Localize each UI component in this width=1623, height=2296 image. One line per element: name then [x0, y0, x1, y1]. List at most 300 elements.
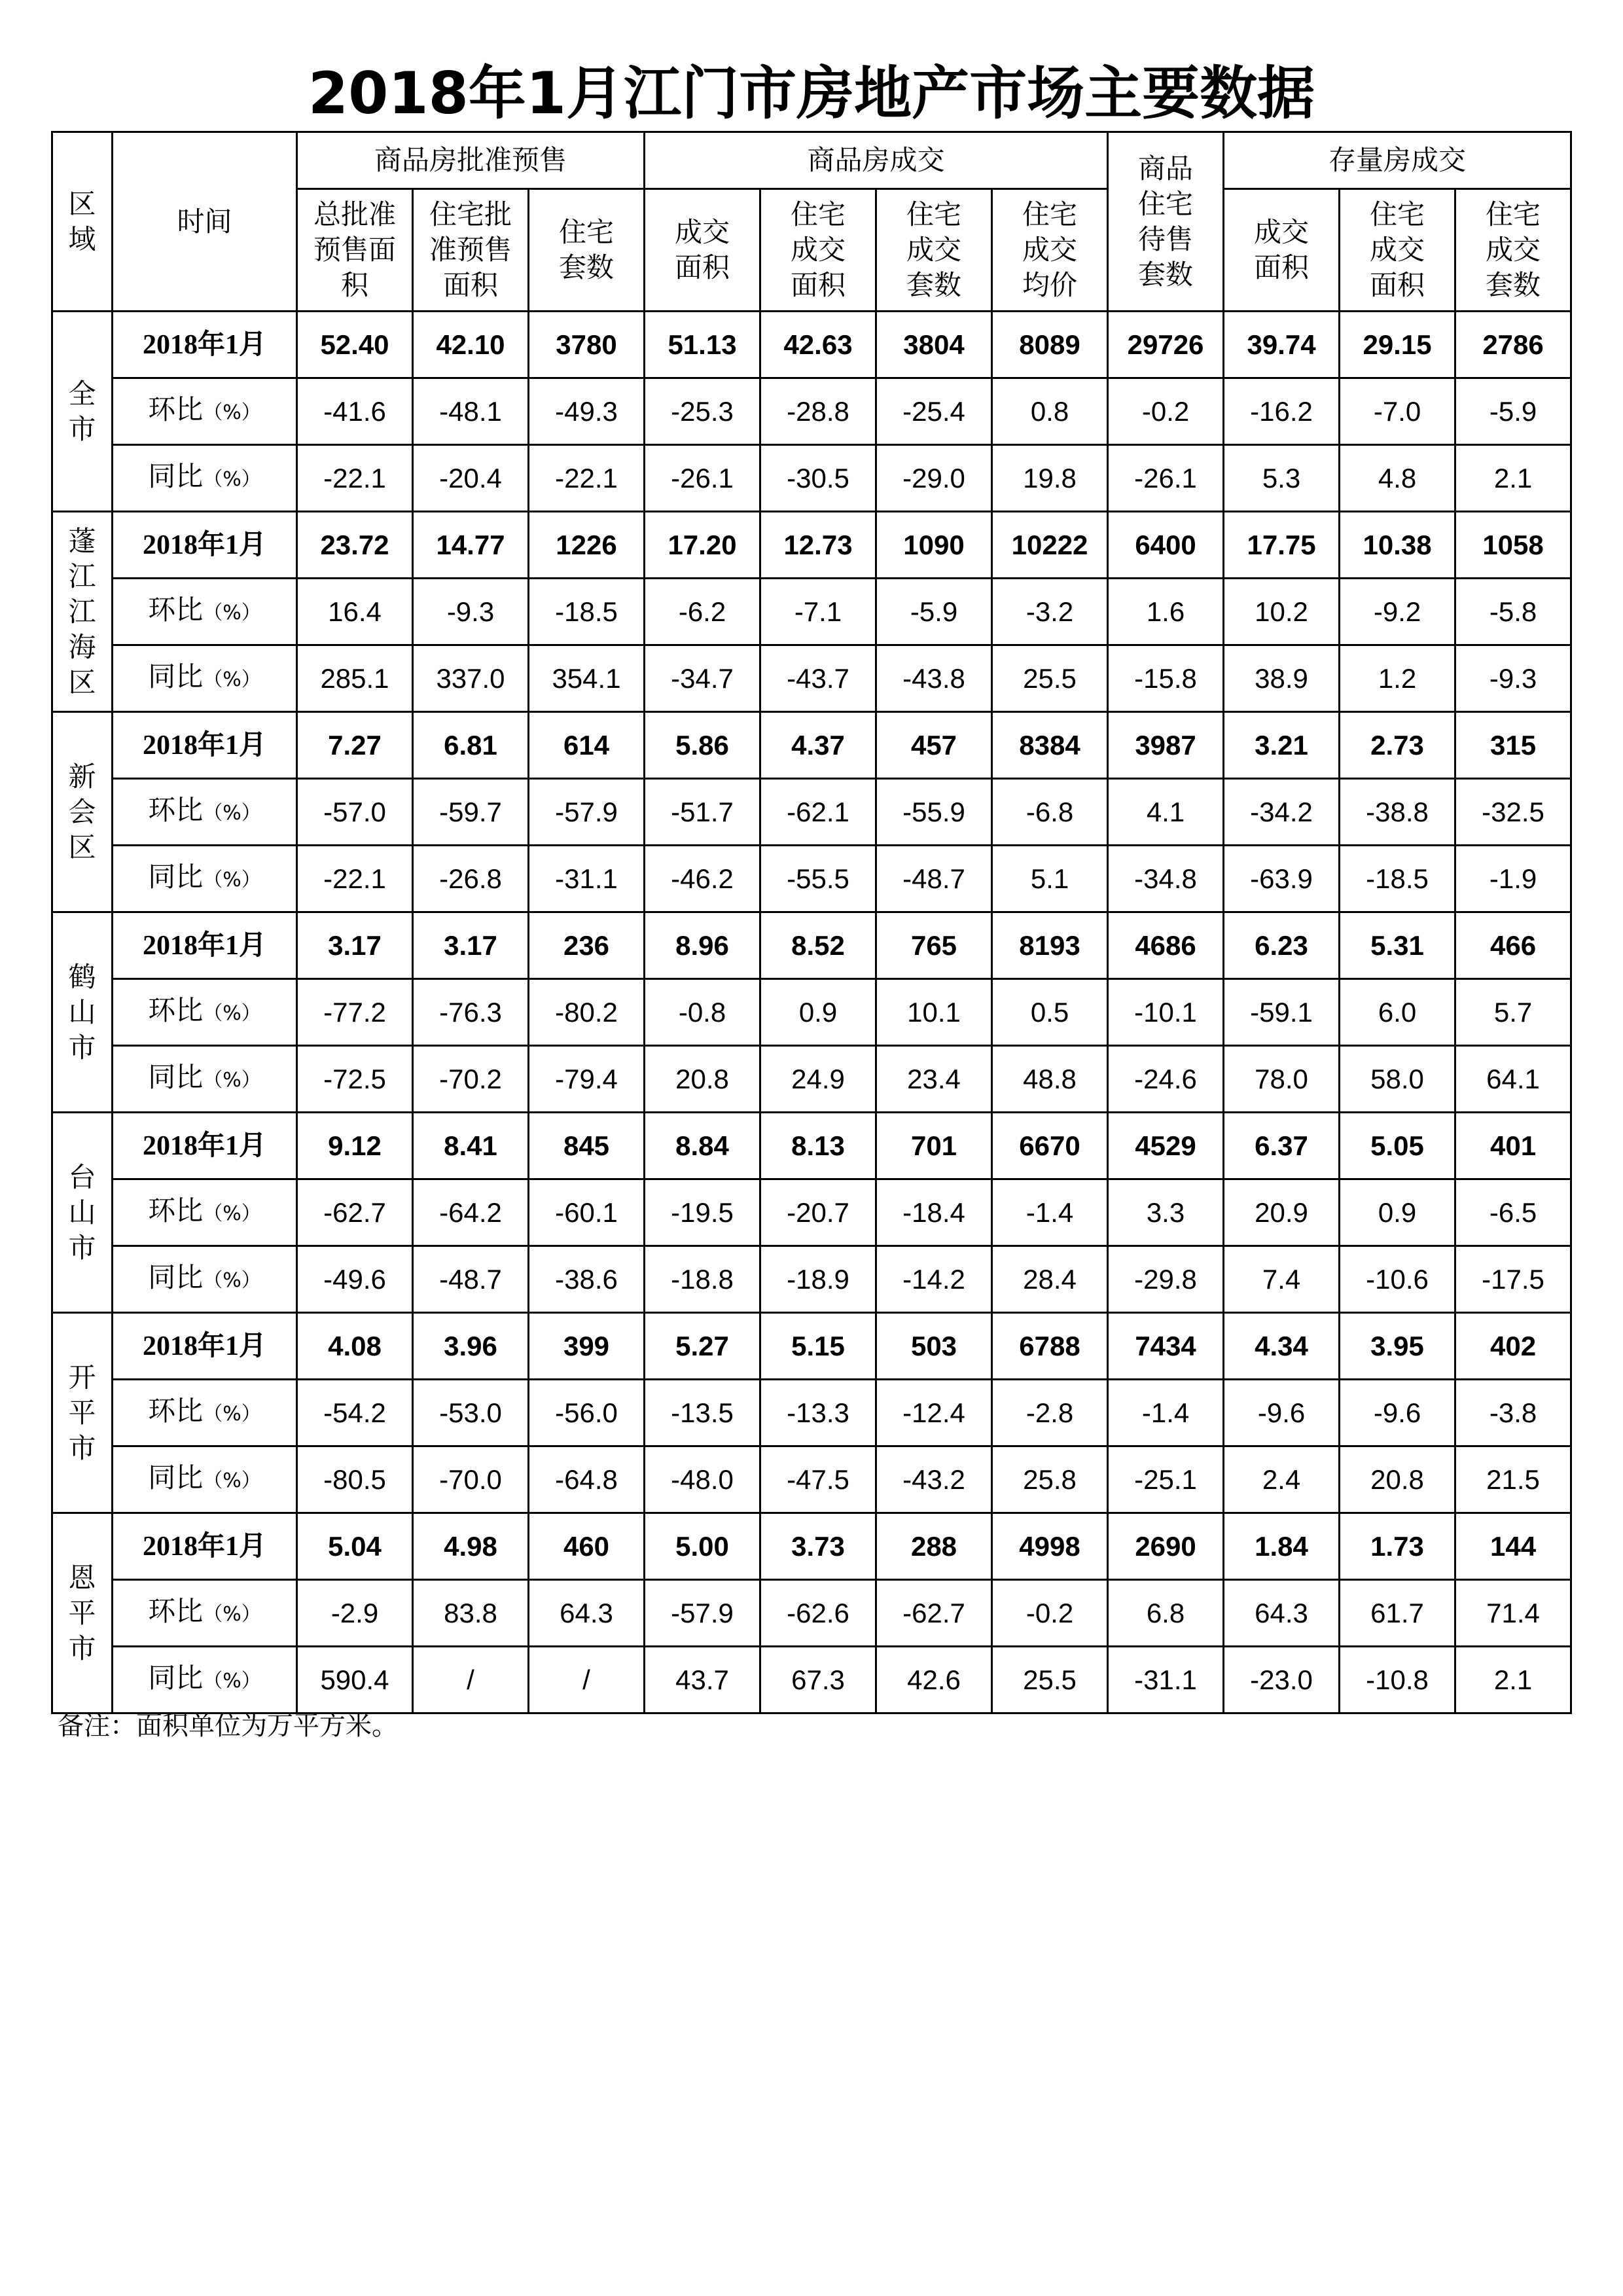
table-cell: 6.0	[1340, 979, 1455, 1046]
table-cell: -3.8	[1455, 1380, 1571, 1446]
table-cell: -62.7	[297, 1179, 413, 1246]
header-group-presale: 商品房批准预售	[297, 132, 645, 189]
table-cell: -5.9	[1455, 378, 1571, 445]
table-cell: 8.84	[645, 1113, 760, 1179]
table-cell: 701	[876, 1113, 992, 1179]
table-cell: 5.1	[992, 846, 1108, 912]
table-cell: -46.2	[645, 846, 760, 912]
table-cell: -38.6	[529, 1246, 645, 1313]
table-cell: -64.2	[413, 1179, 529, 1246]
table-cell: 2786	[1455, 312, 1571, 378]
table-cell: -3.2	[992, 579, 1108, 645]
table-cell: -1.4	[992, 1179, 1108, 1246]
table-cell: -18.5	[529, 579, 645, 645]
table-row	[52, 1513, 1571, 1580]
header-stock-res-area: 住宅成交面积	[1340, 189, 1455, 312]
table-cell: 9.12	[297, 1113, 413, 1179]
table-cell: -7.1	[760, 579, 876, 645]
table-cell: -30.5	[760, 445, 876, 512]
table-cell: -49.6	[297, 1246, 413, 1313]
table-cell: 8.13	[760, 1113, 876, 1179]
table-row	[52, 779, 1571, 846]
table-cell: -55.9	[876, 779, 992, 846]
table-cell: 16.4	[297, 579, 413, 645]
table-cell: -48.1	[413, 378, 529, 445]
table-cell: 61.7	[1340, 1580, 1455, 1647]
table-cell: 12.73	[760, 512, 876, 579]
row-label-month: 2018年1月	[113, 312, 297, 378]
table-cell: 5.05	[1340, 1113, 1455, 1179]
table-cell: 20.9	[1224, 1179, 1340, 1246]
table-cell: /	[413, 1647, 529, 1713]
table-cell: 5.7	[1455, 979, 1571, 1046]
table-cell: 5.31	[1340, 912, 1455, 979]
table-cell: 590.4	[297, 1647, 413, 1713]
table-cell: 43.7	[645, 1647, 760, 1713]
table-row	[52, 579, 1571, 645]
region-name: 新会区	[52, 712, 113, 912]
table-cell: 17.75	[1224, 512, 1340, 579]
table-cell: 4.37	[760, 712, 876, 779]
row-label-yoy: 同比（%）	[113, 1046, 297, 1113]
table-cell: -43.8	[876, 645, 992, 712]
table-cell: 8193	[992, 912, 1108, 979]
region-name: 全市	[52, 312, 113, 512]
table-cell: -12.4	[876, 1380, 992, 1446]
table-cell: -20.4	[413, 445, 529, 512]
table-cell: 21.5	[1455, 1446, 1571, 1513]
table-cell: -62.1	[760, 779, 876, 846]
table-cell: -79.4	[529, 1046, 645, 1113]
row-label-mom: 环比（%）	[113, 1179, 297, 1246]
table-cell: 399	[529, 1313, 645, 1380]
table-cell: -0.8	[645, 979, 760, 1046]
table-cell: -13.3	[760, 1380, 876, 1446]
table-cell: 288	[876, 1513, 992, 1580]
table-cell: 2690	[1108, 1513, 1224, 1580]
table-cell: -0.2	[992, 1580, 1108, 1647]
table-cell: -9.6	[1224, 1380, 1340, 1446]
table-cell: 8.41	[413, 1113, 529, 1179]
table-cell: 4998	[992, 1513, 1108, 1580]
table-cell: -76.3	[413, 979, 529, 1046]
table-cell: -59.1	[1224, 979, 1340, 1046]
row-label-month: 2018年1月	[113, 512, 297, 579]
table-cell: 3780	[529, 312, 645, 378]
table-cell: 2.1	[1455, 445, 1571, 512]
header-region: 区域	[52, 132, 113, 312]
table-cell: -10.1	[1108, 979, 1224, 1046]
table-row	[52, 712, 1571, 779]
table-cell: 5.27	[645, 1313, 760, 1380]
table-cell: 1.2	[1340, 645, 1455, 712]
table-cell: -48.7	[413, 1246, 529, 1313]
table-cell: -32.5	[1455, 779, 1571, 846]
table-cell: -2.9	[297, 1580, 413, 1647]
row-label-month: 2018年1月	[113, 1513, 297, 1580]
table-cell: 10.2	[1224, 579, 1340, 645]
table-cell: 52.40	[297, 312, 413, 378]
table-cell: 460	[529, 1513, 645, 1580]
table-cell: 5.15	[760, 1313, 876, 1380]
table-cell: -57.0	[297, 779, 413, 846]
table-cell: 42.6	[876, 1647, 992, 1713]
table-cell: 6670	[992, 1113, 1108, 1179]
table-cell: 64.3	[1224, 1580, 1340, 1647]
data-table	[51, 131, 1572, 1714]
table-cell: -64.8	[529, 1446, 645, 1513]
table-cell: -28.8	[760, 378, 876, 445]
table-cell: 71.4	[1455, 1580, 1571, 1647]
table-cell: 765	[876, 912, 992, 979]
table-cell: 8384	[992, 712, 1108, 779]
table-cell: -19.5	[645, 1179, 760, 1246]
header-group-trade: 商品房成交	[645, 132, 1108, 189]
table-cell: -49.3	[529, 378, 645, 445]
table-cell: -34.7	[645, 645, 760, 712]
table-cell: -17.5	[1455, 1246, 1571, 1313]
table-cell: -48.7	[876, 846, 992, 912]
table-cell: 401	[1455, 1113, 1571, 1179]
row-label-mom: 环比（%）	[113, 1580, 297, 1647]
table-cell: -70.2	[413, 1046, 529, 1113]
table-row	[52, 1313, 1571, 1380]
table-cell: -22.1	[297, 445, 413, 512]
table-cell: -10.6	[1340, 1246, 1455, 1313]
table-row	[52, 1179, 1571, 1246]
header-trade-area: 成交面积	[645, 189, 760, 312]
table-cell: 19.8	[992, 445, 1108, 512]
table-cell: 614	[529, 712, 645, 779]
table-cell: 337.0	[413, 645, 529, 712]
table-cell: -60.1	[529, 1179, 645, 1246]
table-cell: 1.6	[1108, 579, 1224, 645]
table-cell: 3.95	[1340, 1313, 1455, 1380]
table-cell: -5.8	[1455, 579, 1571, 645]
table-cell: -22.1	[297, 846, 413, 912]
table-cell: 1.84	[1224, 1513, 1340, 1580]
row-label-yoy: 同比（%）	[113, 1446, 297, 1513]
table-cell: 3.17	[413, 912, 529, 979]
table-cell: 23.4	[876, 1046, 992, 1113]
region-name: 台山市	[52, 1113, 113, 1313]
table-cell: 3.3	[1108, 1179, 1224, 1246]
table-cell: 51.13	[645, 312, 760, 378]
table-cell: -18.8	[645, 1246, 760, 1313]
table-cell: -62.6	[760, 1580, 876, 1647]
table-cell: 78.0	[1224, 1046, 1340, 1113]
table-cell: -57.9	[529, 779, 645, 846]
table-row	[52, 445, 1571, 512]
table-cell: 6.37	[1224, 1113, 1340, 1179]
table-cell: 25.8	[992, 1446, 1108, 1513]
row-label-yoy: 同比（%）	[113, 445, 297, 512]
table-row	[52, 1647, 1571, 1713]
table-cell: 8089	[992, 312, 1108, 378]
page-title: 2018年1月江门市房地产市场主要数据	[308, 60, 1315, 127]
table-cell: 315	[1455, 712, 1571, 779]
table-cell: -15.8	[1108, 645, 1224, 712]
table-cell: 4.8	[1340, 445, 1455, 512]
table-cell: 58.0	[1340, 1046, 1455, 1113]
table-cell: -80.5	[297, 1446, 413, 1513]
table-cell: 7434	[1108, 1313, 1224, 1380]
table-row	[52, 912, 1571, 979]
table-row	[52, 512, 1571, 579]
table-cell: 20.8	[1340, 1446, 1455, 1513]
table-cell: -62.7	[876, 1580, 992, 1647]
header-presale-res-units: 住宅套数	[529, 189, 645, 312]
table-row	[52, 378, 1571, 445]
table-cell: -43.7	[760, 645, 876, 712]
table-cell: 29726	[1108, 312, 1224, 378]
table-cell: 5.3	[1224, 445, 1340, 512]
table-cell: -6.5	[1455, 1179, 1571, 1246]
table-cell: -26.8	[413, 846, 529, 912]
table-row	[52, 1046, 1571, 1113]
table-cell: -9.6	[1340, 1380, 1455, 1446]
table-cell: 5.04	[297, 1513, 413, 1580]
row-label-mom: 环比（%）	[113, 979, 297, 1046]
table-cell: -59.7	[413, 779, 529, 846]
table-cell: 503	[876, 1313, 992, 1380]
footnote: 备注：面积单位为万平方米。	[58, 1711, 398, 1741]
row-label-mom: 环比（%）	[113, 1380, 297, 1446]
table-cell: -6.2	[645, 579, 760, 645]
row-label-yoy: 同比（%）	[113, 1246, 297, 1313]
table-cell: -1.9	[1455, 846, 1571, 912]
table-cell: 4529	[1108, 1113, 1224, 1179]
table-cell: -29.0	[876, 445, 992, 512]
table-cell: 6.8	[1108, 1580, 1224, 1647]
table-cell: -48.0	[645, 1446, 760, 1513]
table-cell: -53.0	[413, 1380, 529, 1446]
table-row	[52, 645, 1571, 712]
table-cell: -47.5	[760, 1446, 876, 1513]
header-presale-res-area: 住宅批准预售面积	[413, 189, 529, 312]
table-cell: -24.6	[1108, 1046, 1224, 1113]
table-cell: 0.5	[992, 979, 1108, 1046]
table-cell: 2.1	[1455, 1647, 1571, 1713]
table-row	[52, 312, 1571, 378]
table-cell: 28.4	[992, 1246, 1108, 1313]
table-cell: -7.0	[1340, 378, 1455, 445]
table-cell: 4.34	[1224, 1313, 1340, 1380]
table-cell: 1.73	[1340, 1513, 1455, 1580]
table-cell: 285.1	[297, 645, 413, 712]
table-cell: 7.4	[1224, 1246, 1340, 1313]
table-cell: -25.1	[1108, 1446, 1224, 1513]
table-cell: -6.8	[992, 779, 1108, 846]
header-group-stock: 存量房成交	[1224, 132, 1571, 189]
table-cell: /	[529, 1647, 645, 1713]
table-cell: 25.5	[992, 1647, 1108, 1713]
table-cell: -70.0	[413, 1446, 529, 1513]
table-cell: -41.6	[297, 378, 413, 445]
table-cell: 845	[529, 1113, 645, 1179]
table-cell: 6.81	[413, 712, 529, 779]
table-cell: -0.2	[1108, 378, 1224, 445]
table-cell: -31.1	[1108, 1647, 1224, 1713]
table-row	[52, 1246, 1571, 1313]
table-cell: -20.7	[760, 1179, 876, 1246]
table-cell: 1226	[529, 512, 645, 579]
table-cell: -18.9	[760, 1246, 876, 1313]
table-cell: 4.98	[413, 1513, 529, 1580]
table-cell: 0.9	[760, 979, 876, 1046]
table-cell: -29.8	[1108, 1246, 1224, 1313]
region-name: 恩平市	[52, 1513, 113, 1713]
row-label-yoy: 同比（%）	[113, 846, 297, 912]
table-cell: 38.9	[1224, 645, 1340, 712]
table-cell: 10222	[992, 512, 1108, 579]
table-cell: 3.73	[760, 1513, 876, 1580]
row-label-mom: 环比（%）	[113, 579, 297, 645]
table-cell: 466	[1455, 912, 1571, 979]
table-cell: 6788	[992, 1313, 1108, 1380]
table-cell: 14.77	[413, 512, 529, 579]
table-cell: -25.3	[645, 378, 760, 445]
table-cell: 42.63	[760, 312, 876, 378]
table-cell: -18.5	[1340, 846, 1455, 912]
header-row-1	[52, 132, 1571, 189]
table-cell: 2.4	[1224, 1446, 1340, 1513]
table-cell: 6.23	[1224, 912, 1340, 979]
table-row	[52, 1446, 1571, 1513]
table-row	[52, 1113, 1571, 1179]
table-cell: 10.1	[876, 979, 992, 1046]
table-cell: -9.3	[413, 579, 529, 645]
row-label-mom: 环比（%）	[113, 378, 297, 445]
table-cell: -38.8	[1340, 779, 1455, 846]
row-label-month: 2018年1月	[113, 712, 297, 779]
table-cell: 5.86	[645, 712, 760, 779]
row-label-yoy: 同比（%）	[113, 645, 297, 712]
table-cell: -56.0	[529, 1380, 645, 1446]
header-stock-res-units: 住宅成交套数	[1455, 189, 1571, 312]
table-cell: -54.2	[297, 1380, 413, 1446]
table-cell: -13.5	[645, 1380, 760, 1446]
table-cell: -26.1	[645, 445, 760, 512]
header-stock-area: 成交面积	[1224, 189, 1340, 312]
table-cell: 236	[529, 912, 645, 979]
table-cell: 2.73	[1340, 712, 1455, 779]
table-row	[52, 846, 1571, 912]
row-label-mom: 环比（%）	[113, 779, 297, 846]
table-cell: 144	[1455, 1513, 1571, 1580]
table-cell: 1058	[1455, 512, 1571, 579]
table-cell: 10.38	[1340, 512, 1455, 579]
table-cell: -57.9	[645, 1580, 760, 1647]
table-cell: -9.3	[1455, 645, 1571, 712]
region-name: 开平市	[52, 1313, 113, 1513]
table-cell: 3.21	[1224, 712, 1340, 779]
table-cell: -80.2	[529, 979, 645, 1046]
table-cell: 6400	[1108, 512, 1224, 579]
table-cell: -9.2	[1340, 579, 1455, 645]
table-cell: 42.10	[413, 312, 529, 378]
header-time: 时间	[113, 132, 297, 312]
table-cell: 67.3	[760, 1647, 876, 1713]
header-presale-total-area: 总批准预售面积	[297, 189, 413, 312]
table-cell: 0.9	[1340, 1179, 1455, 1246]
table-cell: 23.72	[297, 512, 413, 579]
table-row	[52, 1580, 1571, 1647]
table-cell: -14.2	[876, 1246, 992, 1313]
table-cell: -2.8	[992, 1380, 1108, 1446]
table-cell: 64.1	[1455, 1046, 1571, 1113]
table-cell: -26.1	[1108, 445, 1224, 512]
table-cell: 8.52	[760, 912, 876, 979]
table-cell: 4.08	[297, 1313, 413, 1380]
table-cell: -77.2	[297, 979, 413, 1046]
table-cell: 64.3	[529, 1580, 645, 1647]
table-cell: 7.27	[297, 712, 413, 779]
table-cell: 457	[876, 712, 992, 779]
table-cell: 3.17	[297, 912, 413, 979]
table-cell: -22.1	[529, 445, 645, 512]
table-cell: -51.7	[645, 779, 760, 846]
table-cell: 402	[1455, 1313, 1571, 1380]
region-name: 鹤山市	[52, 912, 113, 1113]
table-cell: -23.0	[1224, 1647, 1340, 1713]
table-cell: 1090	[876, 512, 992, 579]
table-cell: -5.9	[876, 579, 992, 645]
table-cell: -31.1	[529, 846, 645, 912]
table-cell: -1.4	[1108, 1380, 1224, 1446]
header-trade-res-units: 住宅成交套数	[876, 189, 992, 312]
table-cell: 25.5	[992, 645, 1108, 712]
table-cell: 39.74	[1224, 312, 1340, 378]
table-cell: 0.8	[992, 378, 1108, 445]
table-cell: 4686	[1108, 912, 1224, 979]
row-label-yoy: 同比（%）	[113, 1647, 297, 1713]
row-label-month: 2018年1月	[113, 1313, 297, 1380]
row-label-month: 2018年1月	[113, 912, 297, 979]
table-cell: 29.15	[1340, 312, 1455, 378]
row-label-month: 2018年1月	[113, 1113, 297, 1179]
table-cell: 3.96	[413, 1313, 529, 1380]
table-cell: -34.8	[1108, 846, 1224, 912]
table-cell: -72.5	[297, 1046, 413, 1113]
table-cell: -55.5	[760, 846, 876, 912]
table-cell: -10.8	[1340, 1647, 1455, 1713]
header-trade-res-price: 住宅成交均价	[992, 189, 1108, 312]
table-row	[52, 1380, 1571, 1446]
table-cell: 48.8	[992, 1046, 1108, 1113]
table-cell: 3987	[1108, 712, 1224, 779]
table-cell: -25.4	[876, 378, 992, 445]
header-trade-res-area: 住宅成交面积	[760, 189, 876, 312]
table-row	[52, 979, 1571, 1046]
region-name: 蓬江江海区	[52, 512, 113, 712]
table-cell: 354.1	[529, 645, 645, 712]
table-cell: -34.2	[1224, 779, 1340, 846]
table-cell: 3804	[876, 312, 992, 378]
table-cell: 17.20	[645, 512, 760, 579]
table-cell: -63.9	[1224, 846, 1340, 912]
table-cell: -16.2	[1224, 378, 1340, 445]
table-cell: 83.8	[413, 1580, 529, 1647]
table-cell: 24.9	[760, 1046, 876, 1113]
table-cell: 4.1	[1108, 779, 1224, 846]
header-unsold-units: 商品住宅待售套数	[1108, 132, 1224, 312]
table-cell: -18.4	[876, 1179, 992, 1246]
table-cell: 8.96	[645, 912, 760, 979]
table-cell: 5.00	[645, 1513, 760, 1580]
table-cell: 20.8	[645, 1046, 760, 1113]
table-cell: -43.2	[876, 1446, 992, 1513]
